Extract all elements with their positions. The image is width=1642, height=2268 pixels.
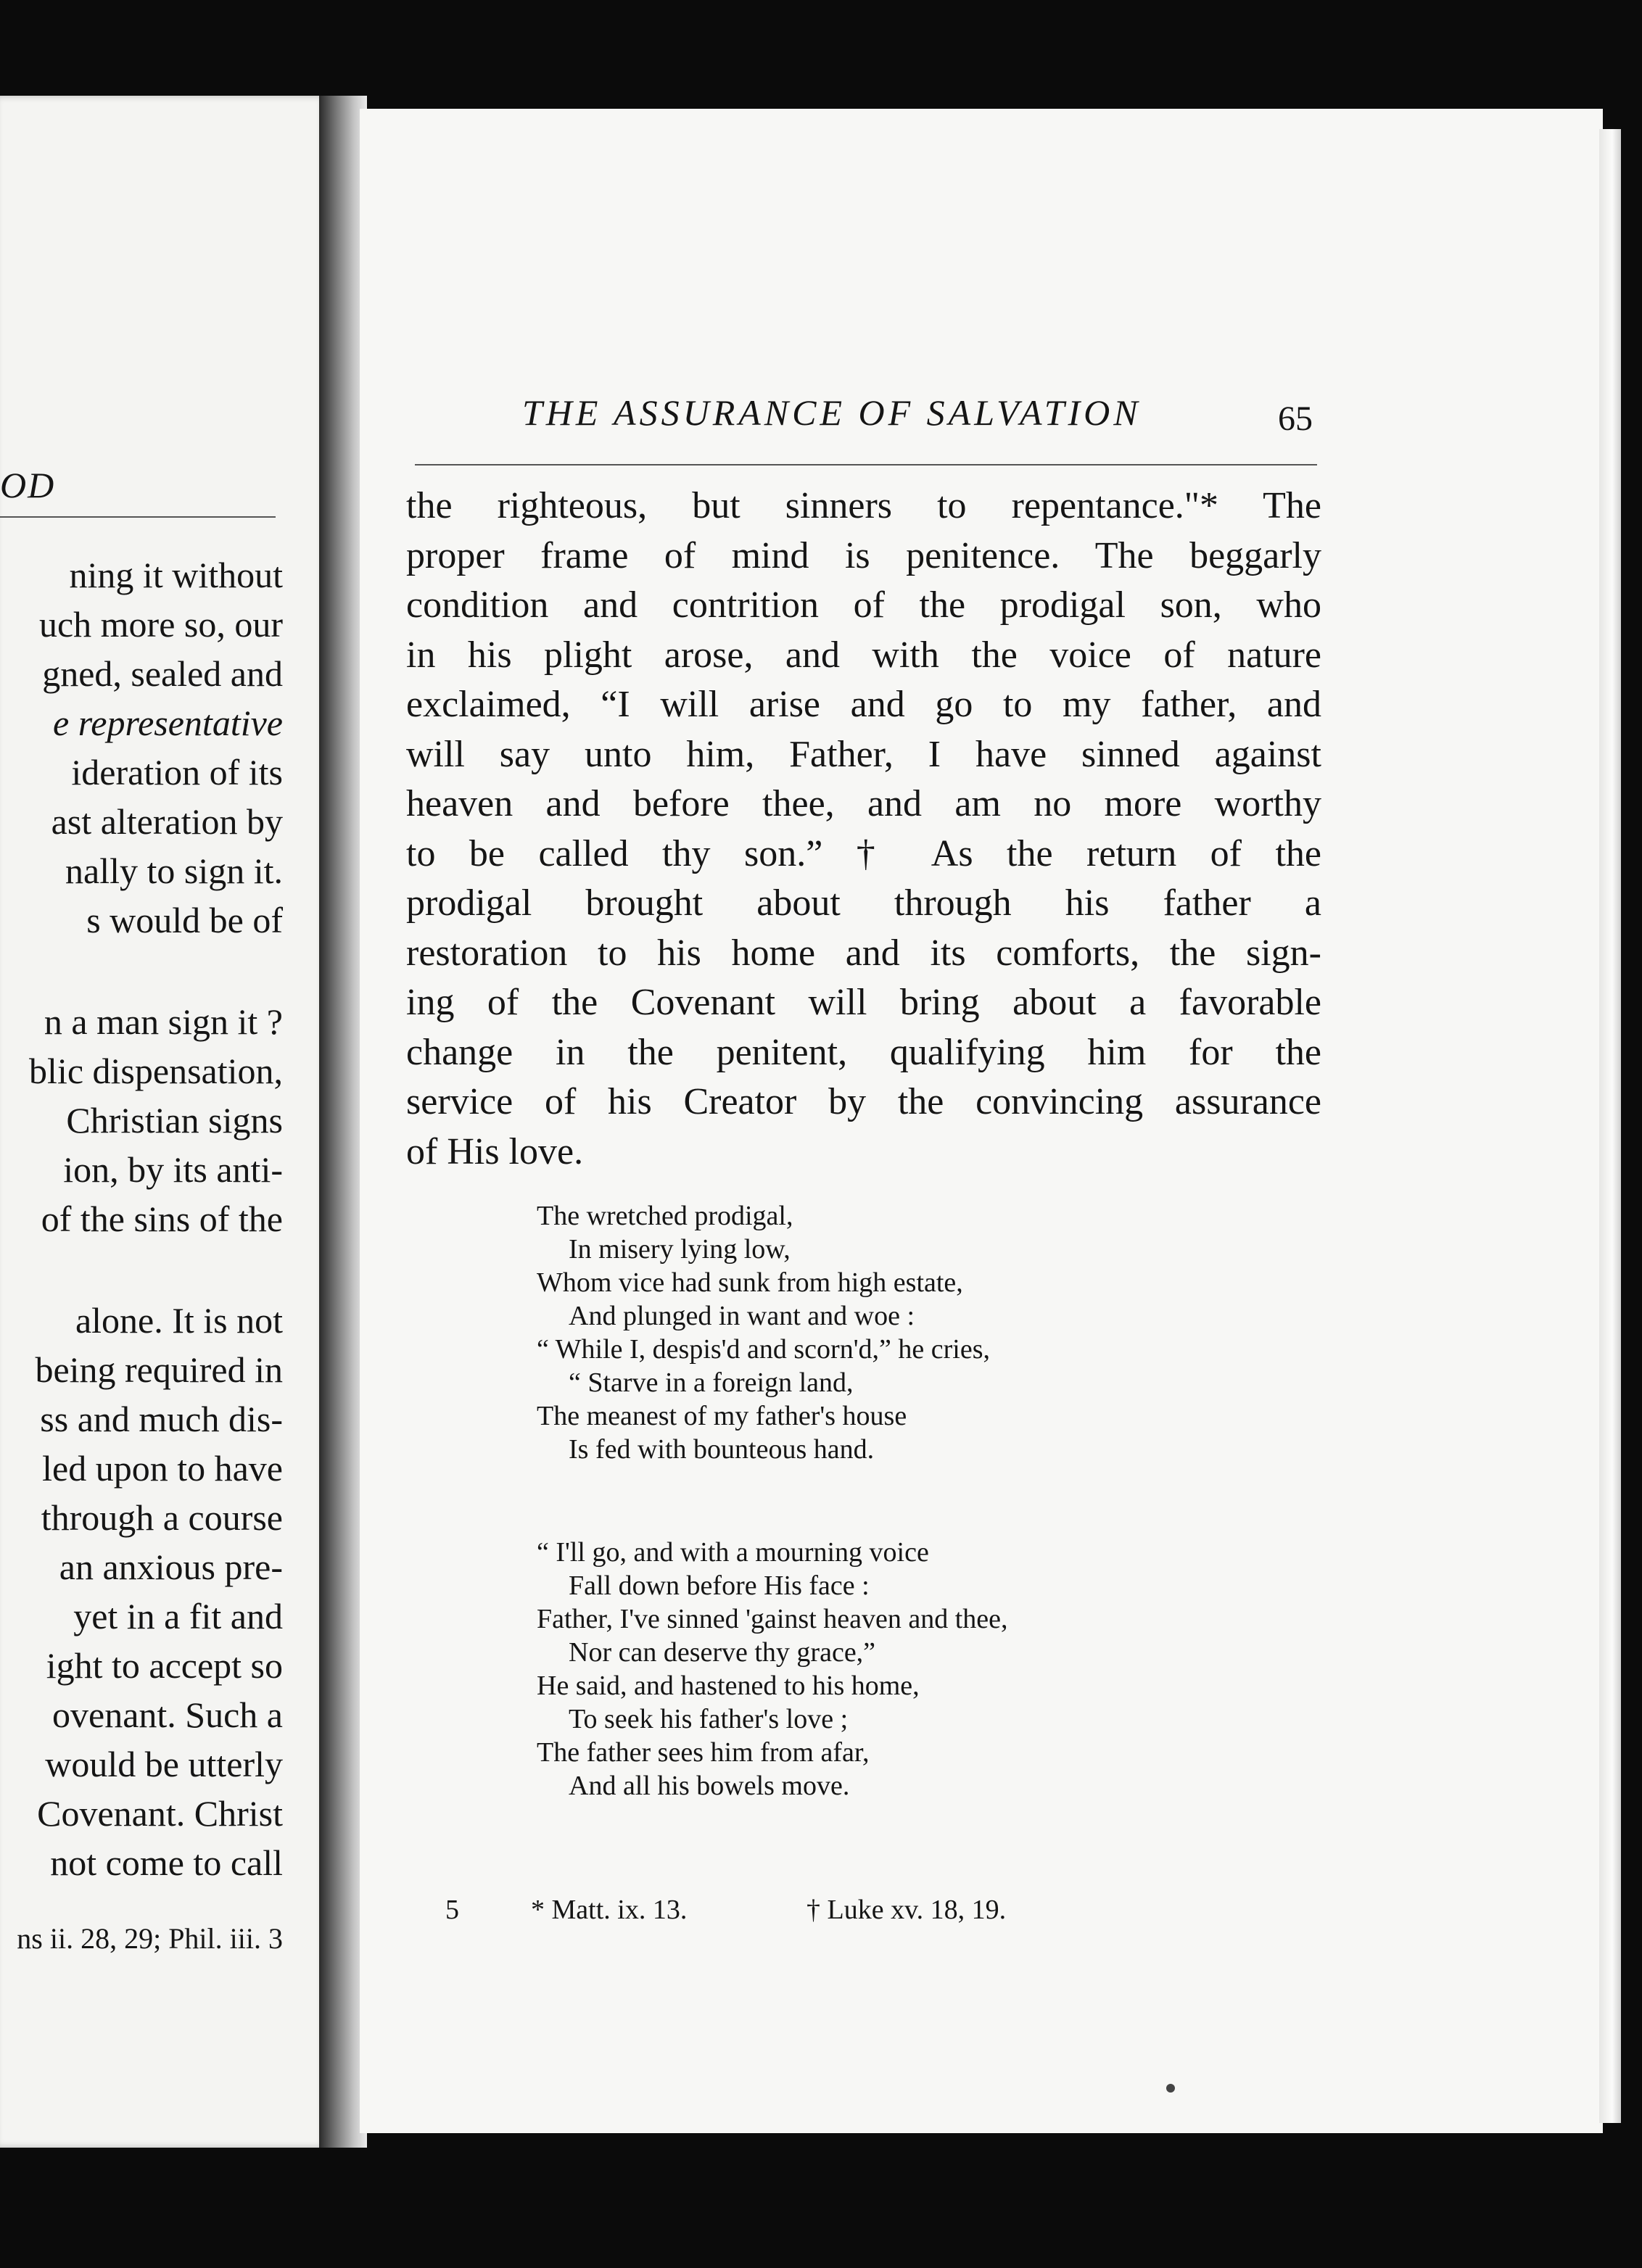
poem-line: Is fed with bounteous hand. — [569, 1434, 875, 1465]
left-line: not come to call — [50, 1842, 283, 1883]
left-line: ight to accept so — [46, 1645, 283, 1686]
left-line: an anxious pre- — [59, 1547, 283, 1587]
left-line: Covenant. Christ — [37, 1793, 283, 1834]
ink-speck — [1166, 2084, 1175, 2093]
paragraph-line: to be called thy son.” † As the return of the — [406, 832, 1321, 874]
left-line: alone. It is not — [75, 1300, 283, 1341]
left-line: e representative — [53, 703, 283, 743]
page-edge — [1599, 129, 1621, 2123]
poem-line: Whom vice had sunk from high estate, — [537, 1267, 963, 1298]
page-number: 65 — [1278, 400, 1313, 438]
left-line: Christian signs — [66, 1100, 283, 1141]
footnote-luke: † Luke xv. 18, 19. — [806, 1895, 1007, 1925]
left-line: ning it without — [69, 555, 283, 595]
left-line: n a man sign it ? — [44, 1001, 283, 1042]
left-line: s would be of — [86, 900, 283, 940]
paragraph-line: condition and contrition of the prodigal son, who — [406, 584, 1321, 626]
paragraph-line: exclaimed, “I will arise and go to my father, and — [406, 684, 1321, 725]
left-line: ss and much dis- — [40, 1399, 283, 1439]
left-running-head: OD — [0, 465, 56, 505]
left-line: gned, sealed and — [42, 653, 283, 694]
left-line: uch more so, our — [38, 604, 283, 645]
poem-stanza-2 — [537, 1536, 1008, 1803]
left-line: would be utterly — [45, 1744, 283, 1784]
poem-stanza-1 — [537, 1199, 990, 1466]
paragraph-line: restoration to his home and its comforts, the sign- — [406, 932, 1321, 974]
left-line: ovenant. Such a — [52, 1694, 283, 1735]
body-paragraph — [406, 481, 1321, 1177]
left-line: ideration of its — [71, 752, 283, 792]
left-line: being required in — [35, 1349, 283, 1390]
poem-line: Nor can deserve thy grace,” — [569, 1637, 876, 1668]
paragraph-line: prodigal brought about through his father a — [406, 882, 1321, 924]
poem-line: “ While I, despis'd and scorn'd,” he cries, — [537, 1334, 991, 1365]
poem-line: He said, and hastened to his home, — [537, 1671, 920, 1701]
poem-line: The father sees him from afar, — [537, 1737, 870, 1768]
left-line: through a course — [41, 1497, 283, 1538]
poem-line: And all his bowels move. — [569, 1771, 850, 1801]
poem-line: Father, I've sinned 'gainst heaven and thee, — [537, 1604, 1008, 1634]
poem-line: In misery lying low, — [569, 1234, 791, 1265]
left-line: of the sins of the — [41, 1199, 283, 1239]
paragraph-line: heaven and before thee, and am no more worthy — [406, 783, 1321, 824]
poem-line: Fall down before His face : — [569, 1570, 870, 1601]
paragraph-line: of His love. — [406, 1130, 584, 1172]
left-line: yet in a fit and — [73, 1596, 283, 1636]
left-line: blic dispensation, — [29, 1051, 283, 1091]
poem-line: The meanest of my father's house — [537, 1401, 907, 1431]
signature-mark: 5 — [445, 1895, 459, 1925]
left-line: led upon to have — [42, 1448, 283, 1489]
left-line: ast alteration by — [51, 801, 283, 842]
poem-line: “ I'll go, and with a mourning voice — [537, 1537, 929, 1568]
paragraph-line: in his plight arose, and with the voice of nature — [406, 634, 1321, 676]
running-head: THE ASSURANCE OF SALVATION — [522, 392, 1142, 433]
poem-line: The wretched prodigal, — [537, 1201, 793, 1231]
poem-line: “ Starve in a foreign land, — [569, 1367, 854, 1398]
footnote-matthew: * Matt. ix. 13. — [531, 1895, 688, 1925]
paragraph-line: service of his Creator by the convincing assurance — [406, 1081, 1321, 1122]
paragraph-line: change in the penitent, qualifying him for the — [406, 1031, 1321, 1073]
paragraph-line: the righteous, but sinners to repentance."* The — [406, 485, 1321, 526]
poem-line: To seek his father's love ; — [569, 1704, 849, 1734]
left-line: nally to sign it. — [65, 850, 283, 891]
header-rule — [415, 464, 1317, 465]
paragraph-line: proper frame of mind is penitence. The beggarly — [406, 534, 1321, 576]
paragraph-line: will say unto him, Father, I have sinned against — [406, 733, 1321, 775]
paragraph-line: ing of the Covenant will bring about a favorable — [406, 982, 1321, 1023]
left-header-rule — [0, 516, 276, 518]
poem-line: And plunged in want and woe : — [569, 1301, 915, 1331]
left-line: ion, by its anti- — [63, 1149, 283, 1190]
left-page — [0, 96, 328, 2148]
left-footnote: ns ii. 28, 29; Phil. iii. 3 — [17, 1922, 283, 1955]
